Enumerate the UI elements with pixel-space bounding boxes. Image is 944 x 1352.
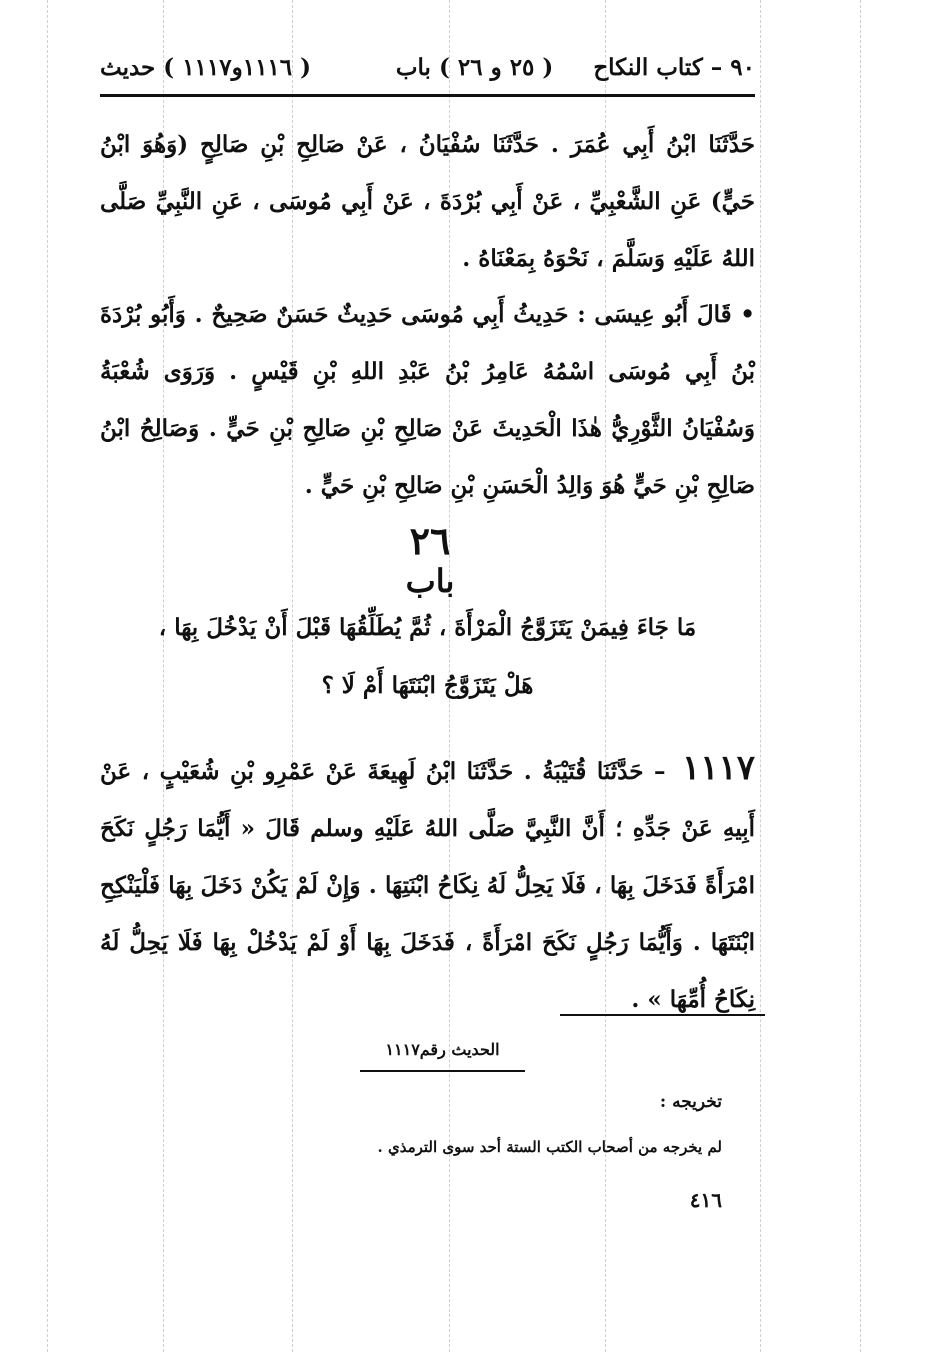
chapter-number: ٢٦ [409, 518, 451, 563]
paragraph-isnad: حَدَّثَنَا ابْنُ أَبِي عُمَرَ . حَدَّثَنَا سُفْيَانُ ، عَنْ صَالِحِ بْنِ صَالِحٍ (وَهُوَ ابْنُ حَيٍّ) عَنِ الشَّعْبِيِّ ، عَنْ أَبِي بُرْدَةَ ، عَنْ أَبِي مُوسَى ، عَنِ النَّبِيِّ صَلَّى اللهُ عَلَيْهِ وَسَلَّمَ ، نَحْوَهُ بِمَعْنَاهُ . [100, 131, 755, 272]
header-hadith-ref: ( ١١١٦و١١١٧ ) حديث [100, 53, 312, 81]
header-chapter-ref: ( ٢٥ و ٢٦ ) باب [395, 53, 554, 81]
takhrij-label: تخريجه : [659, 1092, 722, 1112]
reference-underline [360, 1070, 525, 1072]
scan-guide-line [47, 0, 48, 1352]
page-number: ٤١٦ [689, 1188, 722, 1212]
paragraph-commentary: • قَالَ أَبُو عِيسَى : حَدِيثُ أَبِي مُوسَى حَدِيثٌ حَسَنٌ صَحِيحٌ . وَأَبُو بُرْدَةَ بْنُ أَبِي مُوسَى اسْمُهُ عَامِرُ بْنُ عَبْدِ اللهِ بْنِ قَيْسٍ . وَرَوَى شُعْبَةُ وَسُفْيَانُ الثَّوْرِيُّ هٰذَا الْحَدِيثَ عَنْ صَالِحِ بْنِ صَالِحِ بْنِ حَيٍّ . وَصَالِحُ ابْنُ صَالِحِ بْنِ حَيٍّ هُوَ وَالِدُ الْحَسَنِ بْنِ صَالِحِ بْنِ حَيٍّ . [100, 301, 755, 499]
chapter-title-line-1: مَا جَاءَ فِيمَنْ يَتَزَوَّجُ الْمَرْأَةَ ، ثُمَّ يُطَلِّقُهَا قَبْلَ أَنْ يَدْخُلَ بِهَا ، [158, 614, 697, 641]
reference-title: الحديث رقم١١١٧ [385, 1040, 500, 1059]
hadith-text: – حَدَّثَنَا قُتَيْبَةُ . حَدَّثَنَا ابْنُ لَهِيعَةَ عَنْ عَمْرِو بْنِ شُعَيْبٍ ، عَنْ أَبِيهِ عَنْ جَدِّهِ ؛ أَنَّ النَّبِيَّ صَلَّى اللهُ عَلَيْهِ وسلم قَالَ « أَيُّمَا رَجُلٍ نَكَحَ امْرَأَةً فَدَخَلَ بِهَا ، فَلَا يَحِلُّ لَهُ نِكَاحُ ابْنَتِهَا . وَإِنْ لَمْ يَكُنْ دَخَلَ بِهَا فَلْيَنْكِحِ ابْنَتَهَا . وَأَيُّمَا رَجُلٍ نَكَحَ امْرَأَةً ، فَدَخَلَ بِهَا أَوْ لَمْ يَدْخُلْ بِهَا فَلَا يَحِلُّ لَهُ نِكَاحُ أُمِّهَا » . [100, 758, 755, 1013]
hadith-number: ١١١٧ [681, 748, 755, 788]
chapter-title-line-2: هَلْ يَتَزَوَّجُ ابْنَتَهَا أَمْ لَا ؟ [321, 672, 534, 699]
chapter-heading: باب [405, 562, 455, 600]
running-header [100, 44, 755, 90]
hadith-body [100, 740, 755, 1028]
takhrij-text: لم يخرجه من أصحاب الكتب الستة أحد سوى الترمذي . [377, 1138, 722, 1156]
header-book-title: ٩٠ – كتاب النكاح [593, 53, 755, 81]
scan-guide-line [860, 0, 861, 1352]
header-divider [100, 94, 755, 97]
footnote-divider [560, 1014, 765, 1016]
scan-guide-line [760, 0, 761, 1352]
